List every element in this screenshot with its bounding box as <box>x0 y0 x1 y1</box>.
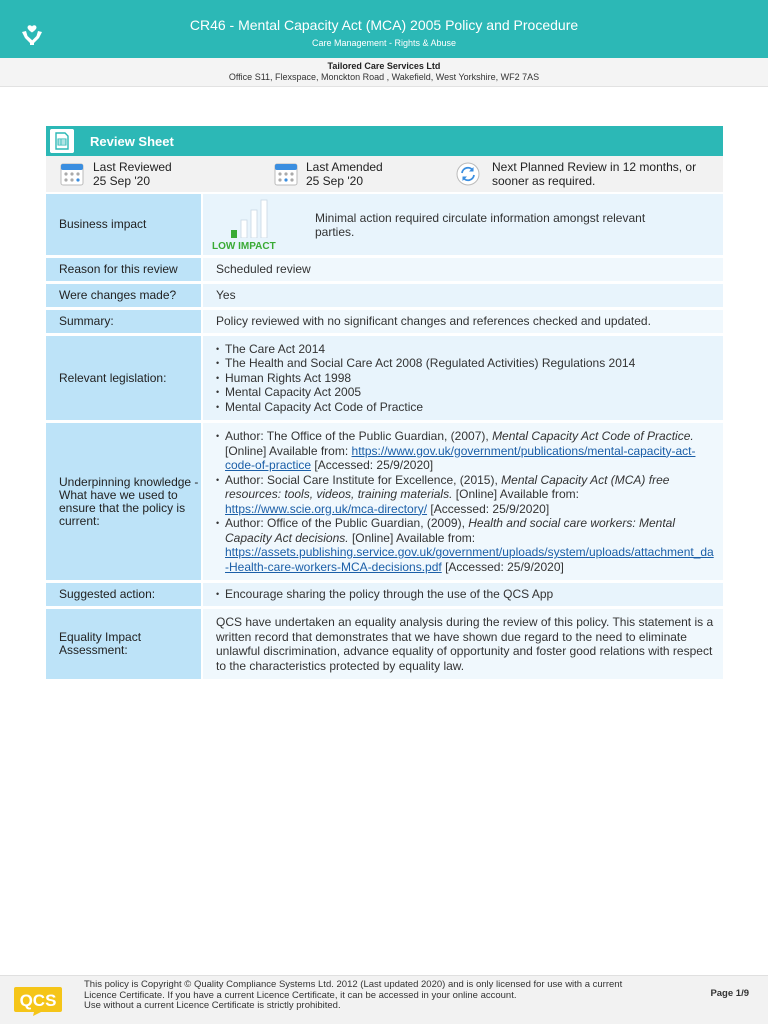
equality-value: QCS have undertaken an equality analysis during the review of this policy. This statement is a written record that demonstrates that we have shown due regard to the need to eliminate unlawful discrimination, advance equality of opportunity and foster good relations with respect to the characteristics protected by equality law. <box>203 609 723 679</box>
list-item: • Author: Office of the Public Guardian, (2009), Health and social care workers: Mental Capacity Act decisions. [Online] Available from: https://assets.publishing.service.gov.uk/government/uploads/system/uploads/attachment_da -Health-care-workers-MCA-decisions.pdf [Accessed: 25/9/2020] <box>216 516 723 574</box>
table-row <box>46 258 723 281</box>
policy-category: Care Management - Rights & Abuse <box>311 38 457 48</box>
impact-bar <box>261 200 267 238</box>
table-row <box>46 336 723 420</box>
table-row <box>46 310 723 333</box>
changes-label: Were changes made? <box>46 284 201 307</box>
copyright-notice: This policy is Copyright © Quality Compliance Systems Ltd. 2012 (Last updated 2020) and is only licensed for use with a current Licence Certificate. If you have a current Licence Certificate, it can be accessed in your online account. Use without a current Licence Certificate is strictly prohibited. <box>84 979 623 1011</box>
organisation-address: Office S11, Flexspace, Monckton Road , Wakefield, West Yorkshire, WF2 7AS <box>228 72 540 82</box>
review-dates-bar <box>46 156 723 192</box>
next-review-line2: sooner as required. <box>492 174 596 188</box>
last-amended-label: Last Amended <box>306 160 383 174</box>
reference-link[interactable]: https://www.gov.uk/government/publications/mental-capacity-act-code-of-practice <box>225 443 696 472</box>
last-reviewed-label: Last Reviewed <box>93 160 172 174</box>
table-row <box>46 583 723 606</box>
document-icon <box>50 129 74 153</box>
policy-title: CR46 - Mental Capacity Act (MCA) 2005 Policy and Procedure <box>189 17 579 33</box>
table-row <box>46 423 723 580</box>
review-sheet-title: Review Sheet <box>90 134 174 149</box>
business-impact-cell <box>203 194 723 255</box>
reference-link[interactable]: https://assets.publishing.service.gov.uk/government/uploads/system/uploads/attachment_da <box>225 545 714 559</box>
organisation-name: Tailored Care Services Ltd <box>327 61 441 71</box>
impact-bar <box>241 220 247 238</box>
list-item: • The Health and Social Care Act 2008 (Regulated Activities) Regulations 2014 <box>216 356 723 371</box>
list-item: • Mental Capacity Act Code of Practice <box>216 400 723 415</box>
legislation-value <box>203 336 723 420</box>
changes-value: Yes <box>203 284 723 307</box>
last-amended-date: 25 Sep '20 <box>306 174 364 188</box>
review-sheet <box>46 126 723 682</box>
impact-bar <box>231 230 237 238</box>
last-reviewed-date: 25 Sep '20 <box>93 174 151 188</box>
list-item: • Human Rights Act 1998 <box>216 371 723 386</box>
calendar-icon <box>274 162 298 186</box>
reference-link[interactable]: -Health-care-workers-MCA-decisions.pdf <box>225 559 442 574</box>
calendar-icon <box>60 162 84 186</box>
list-item: • Mental Capacity Act 2005 <box>216 385 723 400</box>
reason-label: Reason for this review <box>46 258 201 281</box>
summary-label: Summary: <box>46 310 201 333</box>
qcs-logo <box>13 985 63 1017</box>
document-footer <box>0 975 768 1024</box>
document-header <box>0 0 768 58</box>
legislation-label: Relevant legislation: <box>46 336 201 420</box>
impact-bar <box>251 210 257 238</box>
table-row <box>46 284 723 307</box>
summary-value: Policy reviewed with no significant changes and references checked and updated. <box>203 310 723 333</box>
impact-meter <box>227 198 277 238</box>
review-table <box>46 191 723 682</box>
table-row <box>46 194 723 255</box>
review-sheet-header <box>46 126 723 156</box>
organisation-banner <box>0 58 768 87</box>
business-impact-label: Business impact <box>46 194 201 255</box>
svg-text:QCS: QCS <box>19 991 57 1010</box>
knowledge-value <box>203 423 723 580</box>
suggested-label: Suggested action: <box>46 583 201 606</box>
page-number: Page 1/9 <box>710 988 749 999</box>
list-item: • Author: The Office of the Public Guardian, (2007), Mental Capacity Act Code of Practice. [Online] Available from: https://www.gov.uk/government/publications/mental-capacity-act-code-of-practice [Accessed: 25/9/2020] <box>216 429 723 473</box>
suggested-value <box>203 583 723 606</box>
list-item: • The Care Act 2014 <box>216 342 723 357</box>
equality-label: Equality Impact Assessment: <box>46 609 201 679</box>
business-impact-value: Minimal action required circulate information amongst relevant parties. <box>315 211 646 239</box>
reference-link[interactable]: https://www.scie.org.uk/mca-directory/ <box>225 501 428 516</box>
knowledge-label: Underpinning knowledge - What have we used to ensure that the policy is current: <box>46 423 201 580</box>
reason-value: Scheduled review <box>203 258 723 281</box>
table-row <box>46 609 723 679</box>
list-item: • Encourage sharing the policy through the use of the QCS App <box>216 587 723 602</box>
next-review-line1: Next Planned Review in 12 months, or <box>492 160 697 174</box>
list-item: • Author: Social Care Institute for Excellence, (2015), Mental Capacity Act (MCA) free resources: tools, videos, training materials. [Online] Available from: https://www.scie.org.uk/mca-directory/ [Accessed: 25/9/2020] <box>216 473 723 517</box>
impact-badge: LOW IMPACT <box>212 241 276 252</box>
refresh-icon <box>456 162 480 186</box>
